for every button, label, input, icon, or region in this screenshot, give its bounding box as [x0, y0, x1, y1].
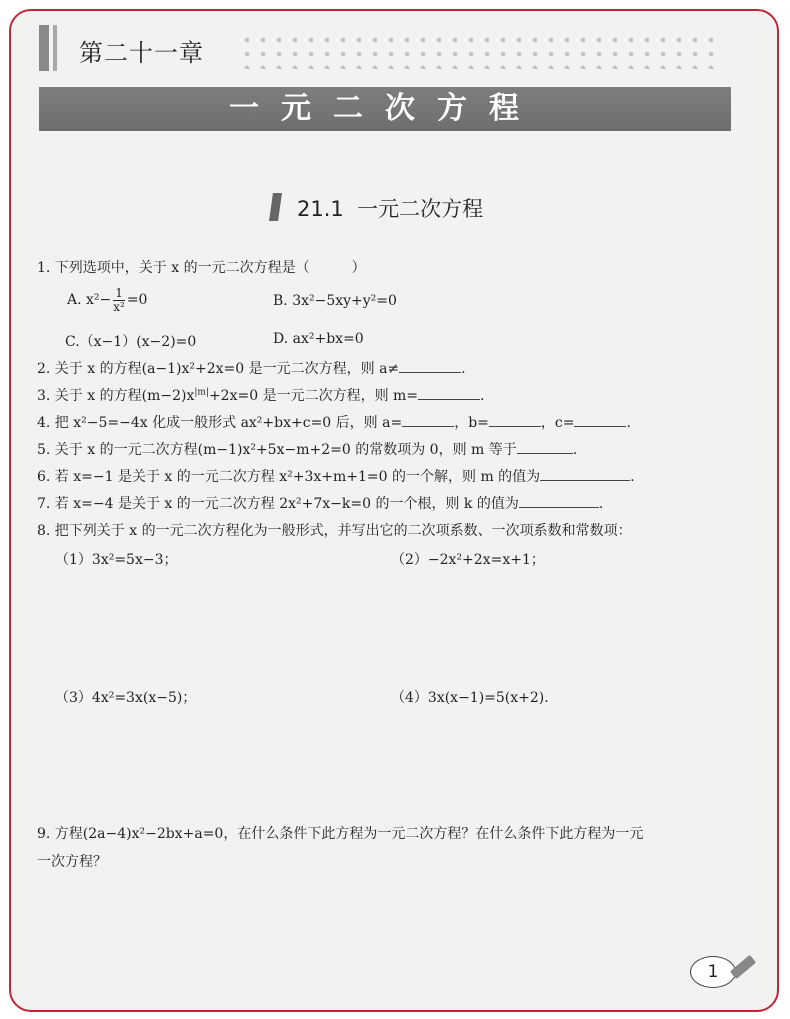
- question-5: [37, 439, 577, 459]
- q8-part-3: （3）4x²=3x(x−5)；: [55, 690, 197, 706]
- chapter-dot-pattern: [239, 33, 719, 69]
- chapter-label: 第二十一章: [79, 39, 204, 67]
- section-title: [297, 193, 483, 223]
- chapter-strip: [39, 25, 49, 71]
- answer-blank-c: [574, 426, 626, 427]
- q8-part-4: （4）3x(x−1)=5(x+2).: [391, 690, 549, 706]
- chapter-title: 一元二次方程: [229, 91, 541, 126]
- section-marker: [269, 193, 282, 221]
- page-frame: [9, 9, 779, 1012]
- q3-end: .: [480, 388, 485, 404]
- fraction-denominator: x²: [113, 299, 125, 314]
- answer-blank: [540, 480, 630, 481]
- q1-option-c: C.（x−1）(x−2)=0: [65, 334, 197, 350]
- question-7: [37, 493, 603, 513]
- q7-end: .: [598, 496, 604, 512]
- answer-blank: [519, 507, 599, 508]
- question-9-line-2: 一次方程？: [37, 854, 107, 870]
- question-6: [37, 466, 635, 486]
- q1-option-d: D. ax²+bx=0: [273, 331, 364, 347]
- q6-text: 6. 若 x=−1 是关于 x 的一元二次方程 x²+3x+m+1=0 的一个解，则 m 的值为: [37, 469, 541, 485]
- q8-part-1: （1）3x²=5x−3；: [55, 552, 178, 568]
- page-number: 1: [690, 956, 736, 988]
- question-2: [37, 358, 466, 378]
- answer-blank: [517, 453, 573, 454]
- fraction: [113, 287, 125, 313]
- title-banner: [39, 87, 731, 131]
- q1-option-a-suffix: =0: [126, 292, 148, 309]
- question-8: 8. 把下列关于 x 的一元二次方程化为一般形式，并写出它的二次项系数、一次项系数和常数项：: [37, 523, 632, 539]
- q4-c-label: ，c=: [540, 415, 575, 431]
- q4-text: 4. 把 x²−5=−4x 化成一般形式 ax²+bx+c=0 后，则 a=: [37, 415, 403, 431]
- question-9-line-1: 9. 方程(2a−4)x²−2bx+a=0，在什么条件下此方程为一元二次方程？在什么条件下此方程为一元: [37, 826, 644, 842]
- q3-exponent: |m|: [194, 387, 209, 398]
- q2-text: 2. 关于 x 的方程(a−1)x²+2x=0 是一元二次方程，则 a≠: [37, 361, 400, 377]
- q4-end: .: [626, 415, 631, 431]
- q6-end: .: [630, 469, 635, 485]
- q1-option-a: [67, 287, 147, 313]
- section-number: 21.1: [297, 197, 344, 221]
- question-4: [37, 412, 631, 432]
- q7-text: 7. 若 x=−4 是关于 x 的一元二次方程 2x²+7x−k=0 的一个根，则 k 的值为: [37, 496, 519, 512]
- q1-option-a-prefix: A. x²−: [67, 292, 112, 309]
- q1-option-b: B. 3x²−5xy+y²=0: [273, 293, 397, 309]
- q2-end: .: [461, 361, 466, 377]
- fraction-numerator: 1: [115, 286, 123, 300]
- answer-blank-b: [489, 426, 541, 427]
- q8-part-2: （2）−2x²+2x=x+1；: [391, 552, 545, 568]
- question-1: 1. 下列选项中，关于 x 的一元二次方程是（ ）: [37, 260, 366, 276]
- section-name: 一元二次方程: [357, 197, 484, 221]
- chapter-strip-accent: [53, 25, 57, 71]
- chapter-header: [39, 25, 739, 75]
- answer-blank-a: [402, 426, 454, 427]
- q3-text: 3. 关于 x 的方程(m−2)x: [37, 388, 195, 404]
- answer-blank: [399, 372, 461, 373]
- q4-b-label: ，b=: [454, 415, 489, 431]
- answer-blank: [418, 399, 480, 400]
- q3-rest: +2x=0 是一元二次方程，则 m=: [208, 388, 419, 404]
- q5-end: .: [572, 442, 578, 458]
- question-3: [37, 385, 484, 405]
- q5-text: 5. 关于 x 的一元二次方程(m−1)x²+5x−m+2=0 的常数项为 0，则 m 等于: [37, 442, 517, 458]
